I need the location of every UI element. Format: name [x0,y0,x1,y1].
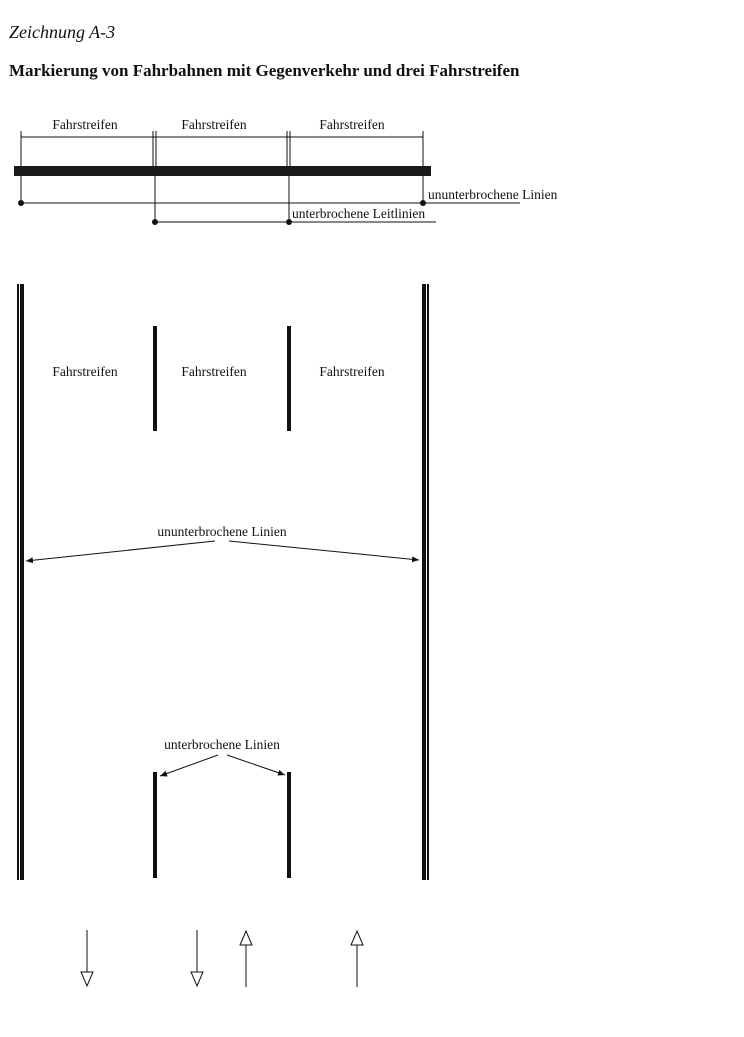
cross-section [14,117,558,225]
road-surface [14,166,431,176]
lane-label: Fahrstreifen [181,364,247,379]
dashed-line-segment [287,326,291,431]
edge-line-right [427,284,429,880]
annotation-arrow [229,541,419,560]
dashed-lines-label: unterbrochene Linien [164,737,280,752]
figure-subtitle: Zeichnung A-3 [9,22,116,42]
dashed-line-segment [287,772,291,878]
figure-title: Markierung von Fahrbahnen mit Gegenverkehr und drei Fahrstreifen [9,61,520,80]
direction-arrows [81,930,363,987]
edge-line-right [422,284,426,880]
edge-line-left [17,284,19,880]
annotation-arrow [160,755,218,776]
solid-lines-label: ununterbrochene Linien [157,524,287,539]
dashed-lines-label: unterbrochene Leitlinien [292,206,426,221]
plan-view [17,284,429,880]
dashed-line-segment [153,772,157,878]
lane-label: Fahrstreifen [181,117,247,132]
direction-arrow-down [81,930,93,986]
direction-arrow-up [351,931,363,987]
annotation-arrow [227,755,285,775]
lane-label: Fahrstreifen [52,117,118,132]
direction-arrow-up [240,931,252,987]
lane-label: Fahrstreifen [319,117,385,132]
dashed-line-segment [153,326,157,431]
edge-line-left [20,284,24,880]
lane-label: Fahrstreifen [319,364,385,379]
lane-label: Fahrstreifen [52,364,118,379]
solid-lines-label: ununterbrochene Linien [428,187,558,202]
direction-arrow-down [191,930,203,986]
annotation-arrow [26,541,215,561]
